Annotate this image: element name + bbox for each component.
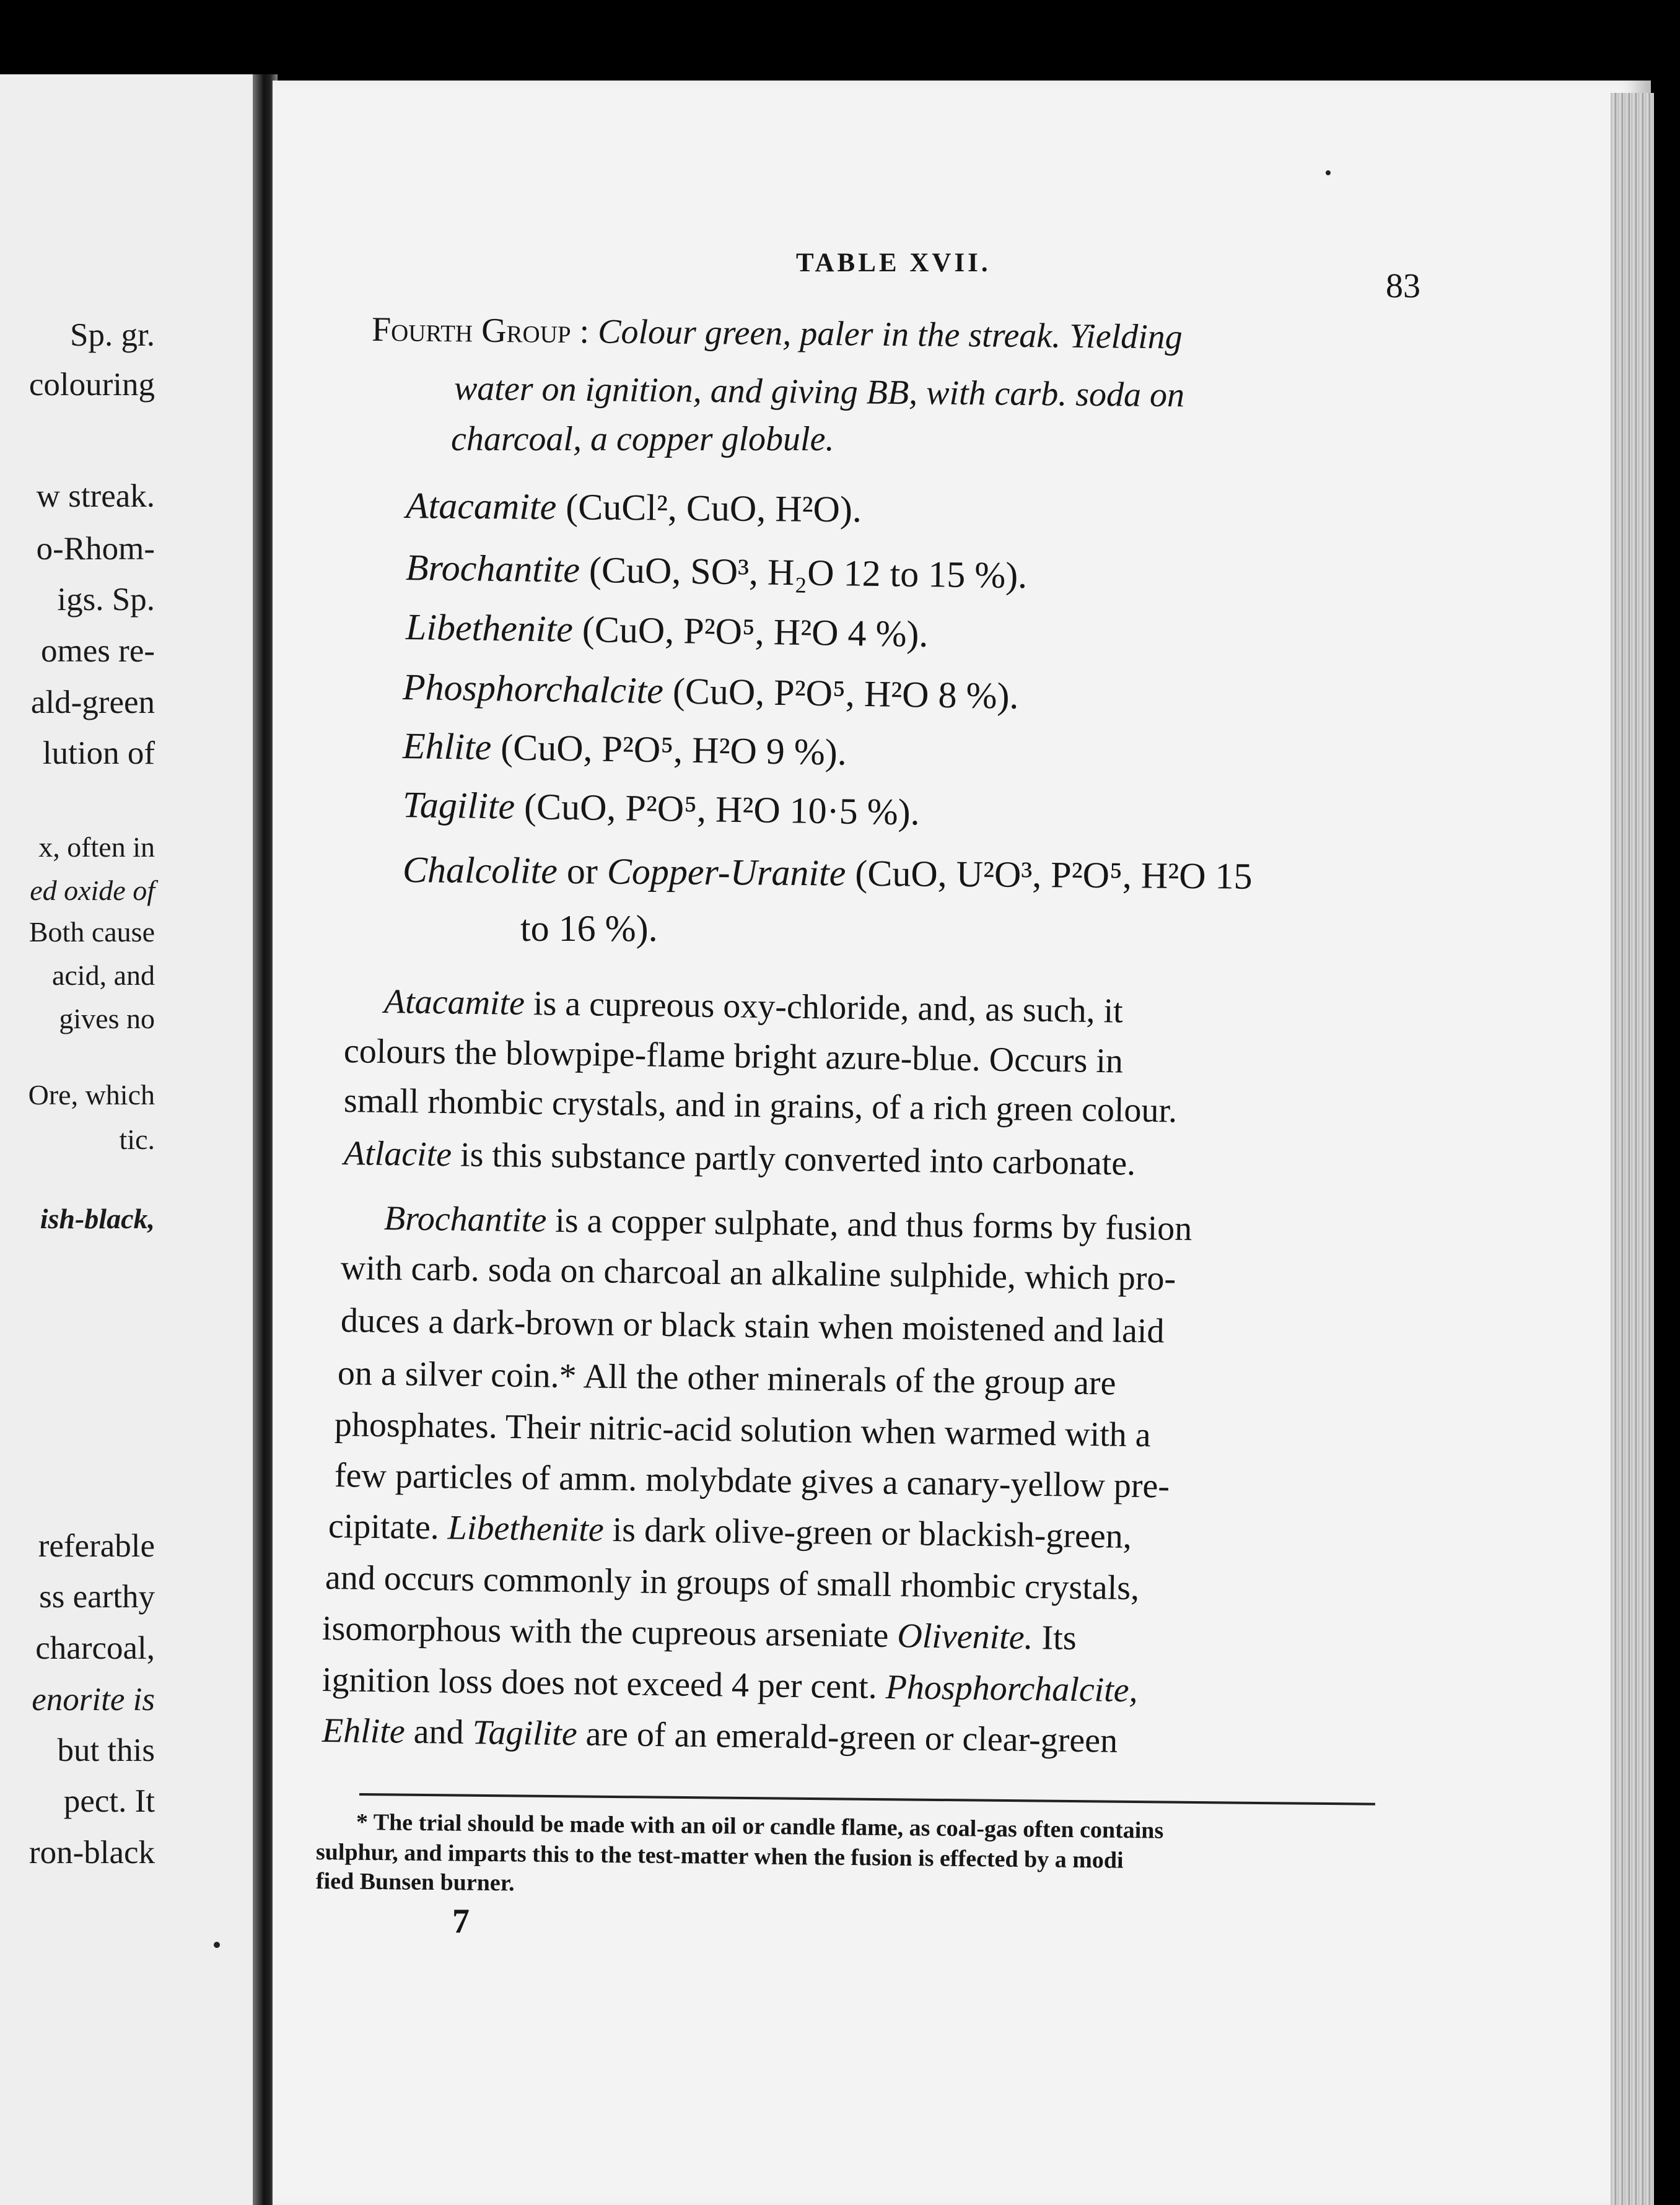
page-edges xyxy=(1611,93,1654,2205)
body-text: is a cupreous oxy-chloride, and, as such, it xyxy=(533,984,1124,1031)
body-text: ignition loss does not exceed 4 per cent. xyxy=(322,1661,878,1706)
mineral-name: Chalcolite xyxy=(402,849,558,891)
body-line: and occurs commonly in groups of small rhombic crystals, xyxy=(325,1558,1140,1608)
mineral-entry xyxy=(406,606,929,656)
mineral-term: Tagilite xyxy=(472,1713,578,1753)
facing-page-left xyxy=(0,74,260,2205)
mineral-entry xyxy=(402,725,847,774)
left-page-fragment: ss earthy xyxy=(39,1579,155,1615)
mineral-entry xyxy=(403,849,1253,898)
body-line: on a silver coin.* All the other minerals of the group are xyxy=(337,1354,1116,1403)
mineral-formula: (CuO, U²O³, P²O⁵, H²O 15 xyxy=(855,852,1253,897)
mineral-term: Phosphorchalcite, xyxy=(885,1667,1139,1710)
mineral-term: Atlacite xyxy=(343,1134,452,1174)
mineral-entry xyxy=(406,484,862,531)
mineral-entry xyxy=(402,784,920,834)
left-page-fragment: ron-black xyxy=(28,1835,155,1871)
left-page-fragment: charcoal, xyxy=(35,1630,155,1666)
body-line: with carb. soda on charcoal an alkaline sulphide, which pro- xyxy=(340,1249,1176,1298)
left-page-fragment: x, often in xyxy=(38,831,155,863)
mineral-alt-name: Copper-Uranite xyxy=(606,850,846,894)
group-heading-line: Fourth Group : Colour green, paler in the streak. Yielding xyxy=(371,310,1183,357)
body-line: phosphates. Their nitric-acid solution when warmed with a xyxy=(334,1405,1152,1455)
left-page-fragment: gives no xyxy=(59,1003,155,1034)
mineral-name: Libethenite xyxy=(405,606,574,650)
left-page-fragment: ish-black, xyxy=(40,1203,155,1234)
body-text: is dark olive-green or blackish-green, xyxy=(612,1511,1132,1556)
mineral-term: Atacamite xyxy=(383,982,525,1023)
footnote-line: fied Bunsen burner. xyxy=(315,1868,515,1897)
body-text: and xyxy=(413,1712,464,1752)
group-heading-label: Fourth Group xyxy=(371,310,571,351)
mineral-formula: (CuO, P²O⁵, H²O 8 %). xyxy=(672,670,1019,717)
ink-speck xyxy=(214,1942,220,1948)
mineral-name: Tagilite xyxy=(402,784,515,827)
left-page-fragment: omes re- xyxy=(41,633,155,669)
body-line: colours the blowpipe-flame bright azure-blue. Occurs in xyxy=(343,1032,1124,1081)
mineral-formula: (CuCl², CuO, H²O). xyxy=(565,486,862,530)
left-page-fragment: acid, and xyxy=(51,959,155,991)
running-head: TABLE XVII. xyxy=(796,248,991,277)
left-page-fragment: pect. It xyxy=(63,1783,155,1819)
mineral-term: Libethenite xyxy=(447,1508,605,1549)
left-page-fragment: ald-green xyxy=(30,684,155,720)
left-page-fragment: enorite is xyxy=(32,1682,155,1718)
left-page-fragment: Both cause xyxy=(28,916,155,948)
left-page-fragment: igs. Sp. xyxy=(57,582,155,618)
body-text: cipitate. xyxy=(328,1507,440,1547)
body-text: isomorphous with the cupreous arseniate xyxy=(322,1609,889,1655)
left-page-fragment: referable xyxy=(38,1528,155,1564)
mineral-formula: (CuO, SO³, H₂O 12 to 15 %). xyxy=(588,549,1028,596)
signature-mark: 7 xyxy=(452,1902,470,1941)
left-page-fragment: tic. xyxy=(119,1124,155,1155)
mineral-term: Olivenite. xyxy=(896,1617,1034,1657)
left-page-fragment: colouring xyxy=(28,367,155,403)
mineral-formula-continued: to 16 %). xyxy=(520,908,658,949)
body-line: small rhombic crystals, and in grains, of a rich green colour. xyxy=(343,1081,1178,1130)
body-text: is a copper sulphate, and thus forms by fusion xyxy=(554,1201,1192,1249)
mineral-entry xyxy=(406,546,1028,597)
mineral-formula: (CuO, P²O⁵, H²O 9 %). xyxy=(500,727,847,773)
ink-speck xyxy=(1326,170,1331,175)
mineral-name: Phosphorchalcite xyxy=(402,666,664,712)
body-line: duces a dark-brown or black stain when moistened and laid xyxy=(340,1301,1165,1351)
left-page-fragment: ed oxide of xyxy=(30,875,155,906)
mineral-name: Ehlite xyxy=(402,725,492,768)
body-text: Its xyxy=(1041,1618,1077,1657)
left-page-fragment: Ore, which xyxy=(28,1079,155,1111)
left-page-fragment: o-Rhom- xyxy=(36,531,155,567)
mineral-term: Ehlite xyxy=(322,1711,406,1751)
mineral-formula: (CuO, P²O⁵, H²O 10·5 %). xyxy=(523,785,921,833)
mineral-formula: (CuO, P²O⁵, H²O 4 %). xyxy=(582,608,929,655)
left-page-fragment: lution of xyxy=(42,735,155,771)
mineral-name: Brochantite xyxy=(405,547,580,590)
page-number: 83 xyxy=(1386,267,1420,305)
group-description: charcoal, a copper globule. xyxy=(451,420,834,458)
body-text: is this substance partly converted into carbonate. xyxy=(460,1135,1136,1183)
footnote-line: * The trial should be made with an oil or candle flame, as coal-gas often contains xyxy=(356,1809,1164,1844)
body-text: are of an emerald-green or clear-green xyxy=(585,1714,1118,1760)
footnote-line: sulphur, and imparts this to the test-matter when the fusion is effected by a modi xyxy=(315,1839,1124,1874)
group-description: water on ignition, and giving BB, with carb. soda on xyxy=(453,369,1185,415)
mineral-connector: or xyxy=(566,850,598,892)
mineral-term: Brochantite xyxy=(383,1199,547,1240)
left-page-fragment: w streak. xyxy=(36,478,155,514)
mineral-name: Atacamite xyxy=(405,485,557,528)
mineral-entry xyxy=(402,666,1018,718)
body-line: few particles of amm. molybdate gives a canary-yellow pre- xyxy=(334,1456,1170,1506)
group-description: Colour green, paler in the streak. Yielding xyxy=(597,312,1183,357)
left-page-fragment: Sp. gr. xyxy=(70,317,155,353)
left-page-fragment: but this xyxy=(57,1732,155,1768)
